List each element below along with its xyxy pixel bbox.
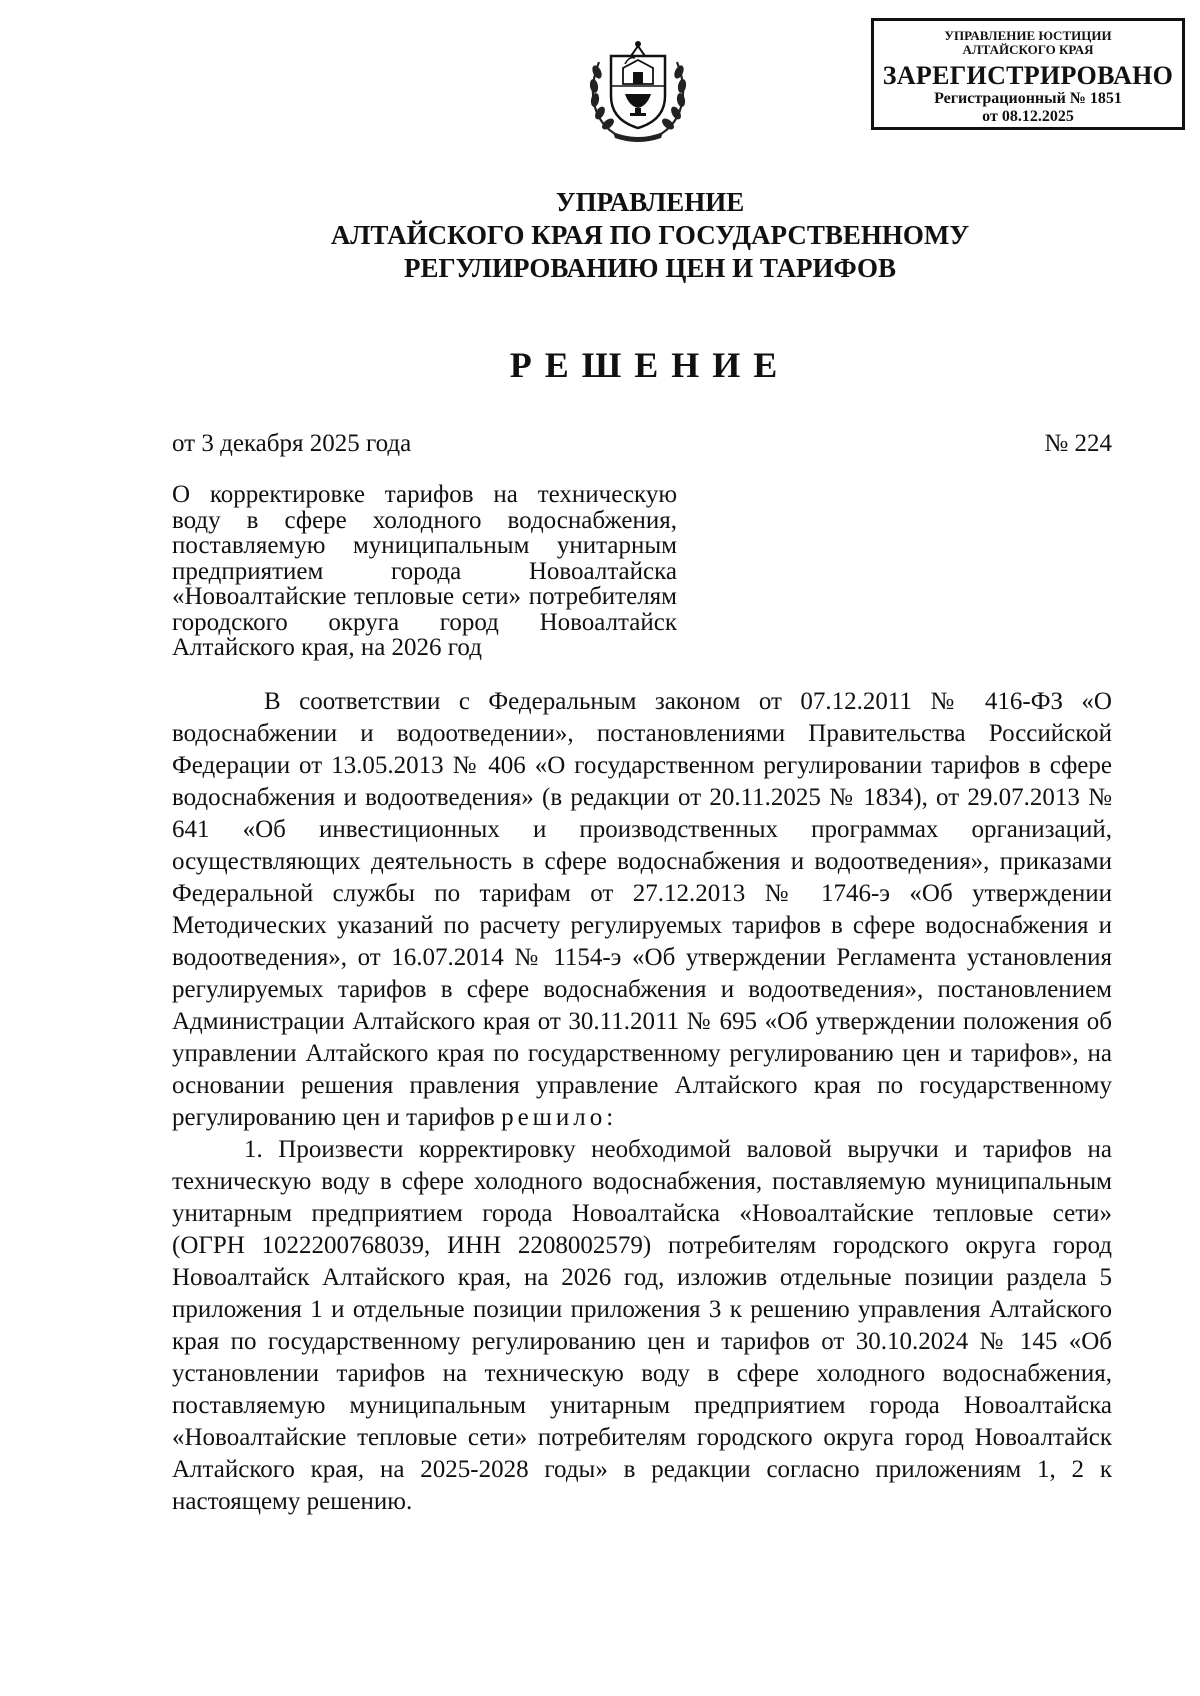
decided-word: решило: (501, 1104, 618, 1131)
preamble-text: В соответствии с Федеральным законом от 07.12.2011 № 416-ФЗ «О водоснабжении и водоотведении», постановлениями Правительства Российской Федерации от 13.05.2013 № 406 «О государственном регулировании тарифов в сфере водоснабжения и водоотведения» (в редакции от 20.11.2025 № 1834), от 29.07.2013 № 641 «Об инвестиционных и производственных программах организаций, осуществляющих деятельность в сфере водоснабжения и водоотведения», приказами Федеральной службы по тарифам от 27.12.2013 № 1746-э «Об утверждении Методических указаний по расчету регулируемых тарифов в сфере водоснабжения и водоотведения», от 16.07.2014 № 1154-э «Об утверждении Регламента установления регулируемых тарифов в сфере водоснабжения и водоотведения», постановлением Администрации Алтайского края от 30.11.2011 № 695 «Об утверждении положения об управлении Алтайского края по государственному регулированию цен и тарифов», на основании решения правления управление Алтайского края по государственному регулированию цен и тарифов (172, 688, 1112, 1131)
clause-1-paragraph: 1. Произвести корректировку необходимой валовой выручки и тарифов на техническую воду в сфере холодного водоснабжения, поставляемую муниципальным унитарным предприятием города Новоалтайска «Новоалтайские тепловые сети» (ОГРН 1022200768039, ИНН 2208002579) потребителям городского округа город Новоалтайск Алтайского края, на 2026 год, изложив отдельные позиции раздела 5 приложения 1 и отдельные позиции приложения 3 к решению управления Алтайского края по государственному регулированию цен и тарифов от 30.10.2024 № 145 «Об установлении тарифов на техническую воду в сфере холодного водоснабжения, поставляемую муниципальным унитарным предприятием города Новоалтайска «Новоалтайские тепловые сети» потребителям городского округа город Новоалтайск Алтайского края, на 2025-2028 годы» в редакции согласно приложениям 1, 2 к настоящему решению. (172, 1136, 1112, 1515)
registration-stamp (871, 18, 1185, 130)
document-type-title: РЕШЕНИЕ (509, 345, 791, 385)
stamp-org-line1: УПРАВЛЕНИЕ ЮСТИЦИИ (944, 28, 1112, 43)
altai-krai-coat-of-arms-icon (585, 34, 691, 144)
document-body (172, 686, 1112, 1518)
agency-line1: УПРАВЛЕНИЕ (555, 187, 745, 217)
document-number: № 224 (1044, 430, 1112, 457)
stamp-org-line2: АЛТАЙСКОГО КРАЯ (962, 42, 1094, 57)
document-date: от 3 декабря 2025 года (172, 430, 412, 457)
stamp-reg-date: от 08.12.2025 (982, 108, 1074, 125)
stamp-status: ЗАРЕГИСТРИРОВАНО (882, 61, 1174, 90)
preamble-paragraph (172, 686, 1112, 1134)
agency-line2: АЛТАЙСКОГО КРАЯ ПО ГОСУДАРСТВЕННОМУ (330, 220, 970, 250)
agency-name (200, 186, 1100, 285)
agency-line3: РЕГУЛИРОВАНИЮ ЦЕН И ТАРИФОВ (403, 253, 897, 283)
document-subject: О корректировке тарифов на техническую воду в сфере холодного водоснабжения, поставляемую муниципальным унитарным предприятием города Новоалтайска «Новоалтайские тепловые сети» потребителям городского округа город Новоалтайск Алтайского края, на 2026 год (172, 481, 677, 661)
stamp-reg-number: Регистрационный № 1851 (934, 90, 1122, 107)
